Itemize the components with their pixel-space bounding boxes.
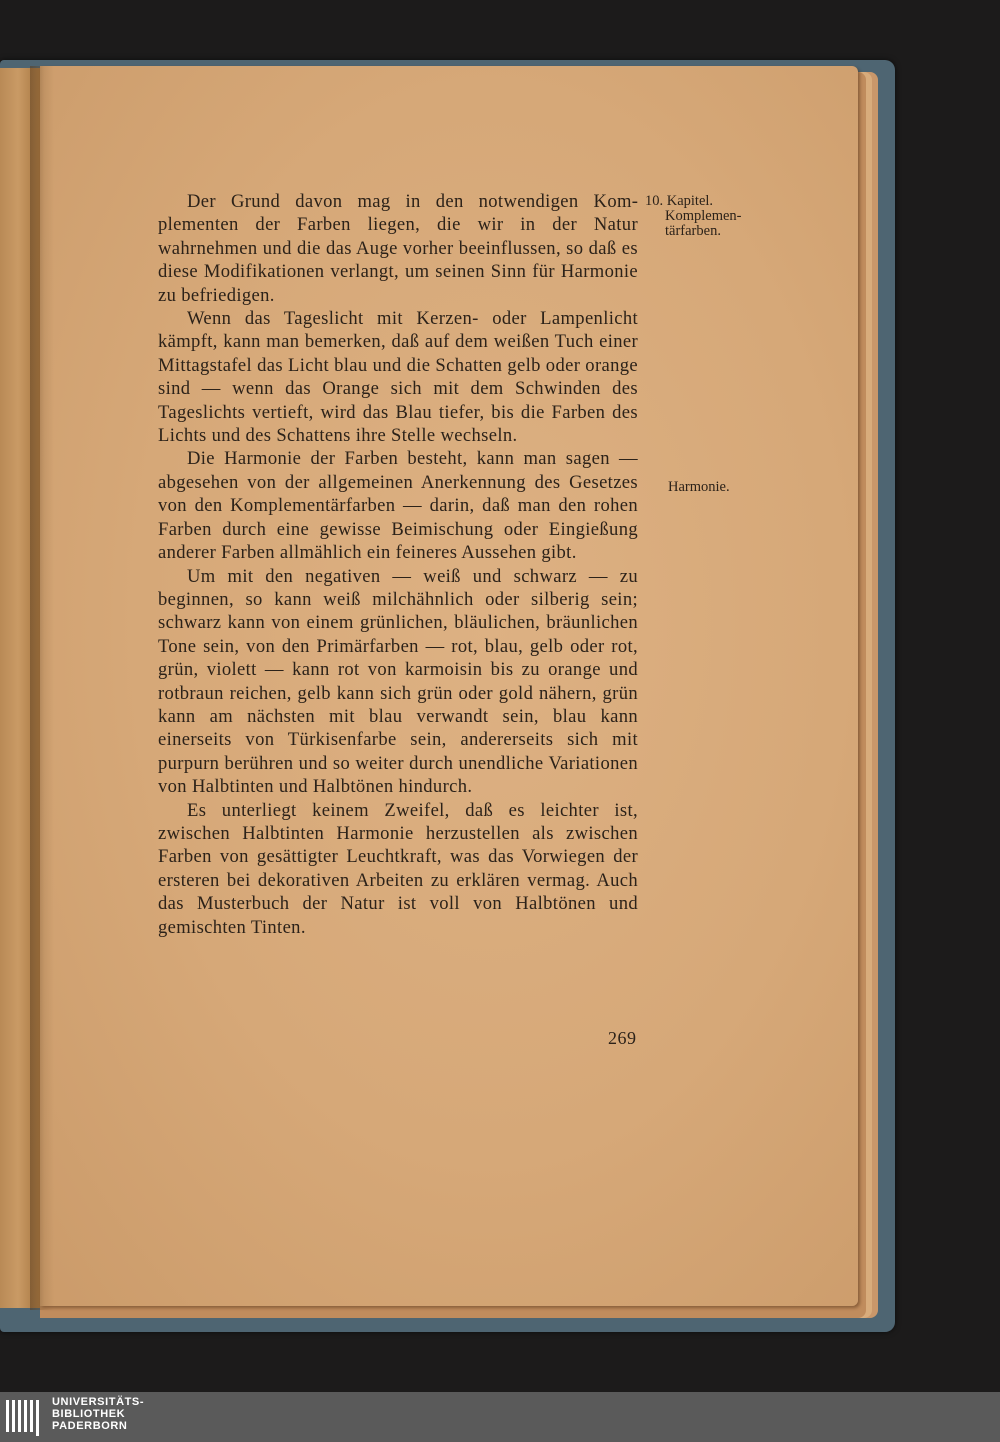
paragraph: Um mit den negativen — weiß und schwarz — zu beginnen, so kann weiß milchähnlich oder silberig sein; schwarz kann von einem grünlichen, bläulichen, bräunlichen Tone sein, von den Primärfarben — rot, blau, gelb oder rot, grün, violett — kann rot von karmoisin bis zu orange und rotbraun reichen, gelb kann sich grün oder gold nähern, grün kann am nächsten mit blau verwandt sein, blau kann einerseits von Türkisenfarbe sein, andererseits sich mit purpurn berühren und so weiter durch unendliche Variationen von Halbtinten und Halbtönen hindurch. [158, 565, 638, 798]
page-number: 269 [608, 1028, 637, 1048]
library-footer-bar [0, 1392, 1000, 1442]
margin-note-harmonie: Harmonie. [668, 479, 730, 495]
library-logo-icon [4, 1396, 46, 1438]
library-name [52, 1396, 144, 1432]
topic-label: tärfarben. [665, 223, 721, 239]
paragraph: Es unterliegt keinem Zweifel, daß es leichter ist, zwischen Halbtinten Harmonie herzustellen als zwischen Farben von gesättigter Leuchtkraft, was das Vorwiegen der ersteren bei dekorativen Arbeiten zu erklären vermag. Auch das Musterbuch der Natur ist voll von Halbtönen und gemischten Tinten. [158, 799, 638, 938]
paragraph: Der Grund davon mag in den notwendigen Komplementen der Farben liegen, die wir in der Natur wahrnehmen und die das Auge vorher beeinflussen, so daß es diese Modifikationen verlangt, um seinen Sinn für Harmonie zu befriedigen. [158, 191, 638, 306]
book-gutter [30, 66, 54, 1310]
paragraph: Die Harmonie der Farben besteht, kann man sagen — abgesehen von der allgemeinen Anerkennung des Gesetzes von den Komplementärfarben — darin, daß man den rohen Farben durch eine gewisse Beimischung oder Eingießung anderer Farben allmählich ein feineres Aussehen gibt. [158, 448, 638, 564]
topic-label: Komplemen- [665, 208, 742, 224]
library-name-line: BIBLIOTHEK [52, 1408, 126, 1420]
library-name-line: UNIVERSITÄTS- [52, 1396, 145, 1408]
margin-note-chapter [645, 194, 765, 239]
paragraph: Wenn das Tageslicht mit Kerzen- oder Lampenlicht kämpft, kann man bemerken, daß auf dem weißen Tuch einer Mittagstafel das Licht blau und die Schatten gelb oder orange sind — wenn das Orange sich mit dem Schwinden des Tageslichts vertieft, wird das Blau tiefer, bis die Farben des Lichts und des Schattens ihre Stelle wechseln. [158, 308, 638, 447]
library-name-line: PADERBORN [52, 1420, 128, 1432]
chapter-label: 10. Kapitel. [645, 193, 714, 209]
page-body-text [158, 190, 638, 939]
